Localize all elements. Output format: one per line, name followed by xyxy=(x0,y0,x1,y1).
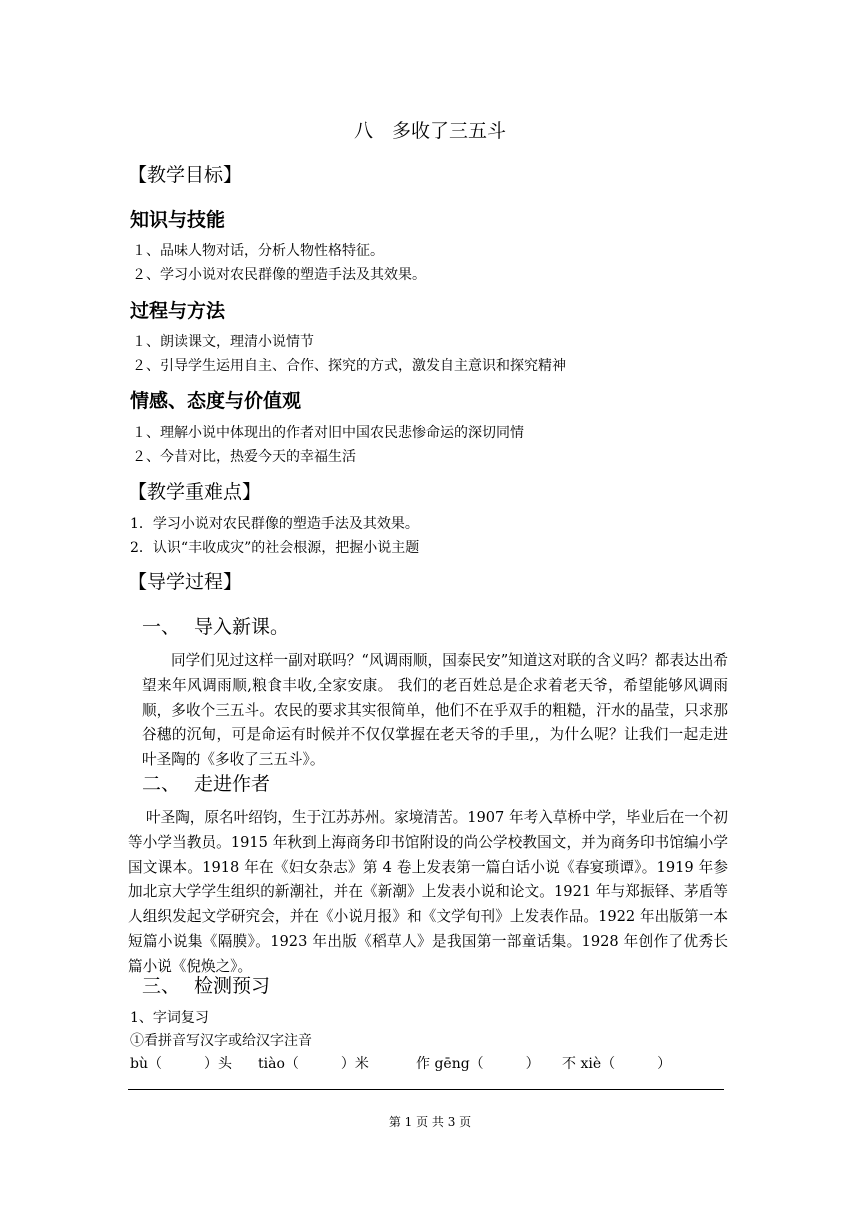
guide-heading: 【导学过程】 xyxy=(128,571,243,593)
key-point-1: 1．学习小说对农民群像的塑造手法及其效果。 xyxy=(130,516,419,532)
section-1-paragraph: 同学们见过这样一副对联吗？“风调雨顺，国泰民安”知道这对联的含义吗？都表达出希望来年风调雨顺,粮食丰收,全家安康。 我们的老百姓总是企求着老天爷，希望能够风调雨顺，多收个三五斗。农民的要求其实很简单，他们不在乎双手的粗糙，汗水的晶莹，只求那谷穗的沉甸，可是命运有时候并不仅仅掌握在老天爷的手里,，为什么呢？让我们一起走进叶圣陶的《多收了三五斗》。 xyxy=(142,652,728,769)
key-point-2: 2．认识“丰收成灾”的社会根源，把握小说主题 xyxy=(130,540,420,556)
knowledge-item-1: １、品味人物对话，分析人物性格特征。 xyxy=(132,243,384,259)
objectives-heading: 【教学目标】 xyxy=(128,164,243,186)
emotion-heading: 情感、态度与价值观 xyxy=(130,390,302,412)
section-1-title: 导入新课。 xyxy=(194,616,290,638)
emotion-item-1: １、理解小说中体现出的作者对旧中国农民悲惨命运的深切同情 xyxy=(132,425,524,441)
section-3-title: 检测预习 xyxy=(194,975,271,997)
emotion-item-2: ２、今昔对比，热爱今天的幸福生活 xyxy=(132,449,356,465)
section-3-heading xyxy=(142,971,270,998)
page-title: 八 多收了三五斗 xyxy=(353,120,506,142)
process-heading: 过程与方法 xyxy=(130,300,226,322)
pinyin-blank-4: 不 xiè（ ） xyxy=(562,1056,672,1072)
process-item-1: １、朗读课文，理清小说情节 xyxy=(132,334,314,350)
section-1-number: 一、 xyxy=(142,616,181,638)
section-2-title: 走进作者 xyxy=(194,773,271,795)
pinyin-exercise-row xyxy=(130,1053,671,1073)
process-item-2: ２、引导学生运用自主、合作、探究的方式，激发自主意识和探究精神 xyxy=(132,358,566,374)
section-2-number: 二、 xyxy=(142,773,181,795)
section-3-number: 三、 xyxy=(142,975,181,997)
section-2-paragraph: 叶圣陶，原名叶绍钧，生于江苏苏州。家境清苦。1907 年考入草桥中学，毕业后在一个初等小学当教员。1915 年秋到上海商务印书馆附设的尚公学校教国文，并为商务印书馆编小学国文课本。1918 年在《妇女杂志》第 4 卷上发表第一篇白话小说《春宴琐谭》。1919 年参加北京大学学生组织的新潮社，并在《新潮》上发表小说和论文。1921 年与郑振铎、茅盾等人组织发起文学研究会，并在《小说月报》和《文学旬刊》上发表作品。1922 年出版第一本短篇小说集《隔膜》。1923 年出版《稻草人》是我国第一部童话集。1928 年创作了优秀长篇小说《倪焕之》。 xyxy=(128,809,728,975)
knowledge-item-2: ２、学习小说对农民群像的塑造手法及其效果。 xyxy=(132,267,426,283)
pinyin-blank-1: bù（ ）头 xyxy=(130,1056,232,1072)
footer-divider xyxy=(128,1089,724,1090)
section-1-heading xyxy=(142,612,289,639)
pinyin-blank-3: 作 gēng（ ） xyxy=(416,1056,540,1072)
page-footer: 第 1 页 共 3 页 xyxy=(388,1115,472,1129)
section-3-sub-2: ①看拼音写汉字或给汉字注音 xyxy=(130,1033,312,1049)
pinyin-blank-2: tiào（ ）米 xyxy=(258,1056,369,1072)
knowledge-heading: 知识与技能 xyxy=(130,209,226,231)
section-2-heading xyxy=(142,769,270,796)
section-3-sub-1: 1、字词复习 xyxy=(130,1010,209,1026)
key-points-heading: 【教学重难点】 xyxy=(128,481,262,503)
